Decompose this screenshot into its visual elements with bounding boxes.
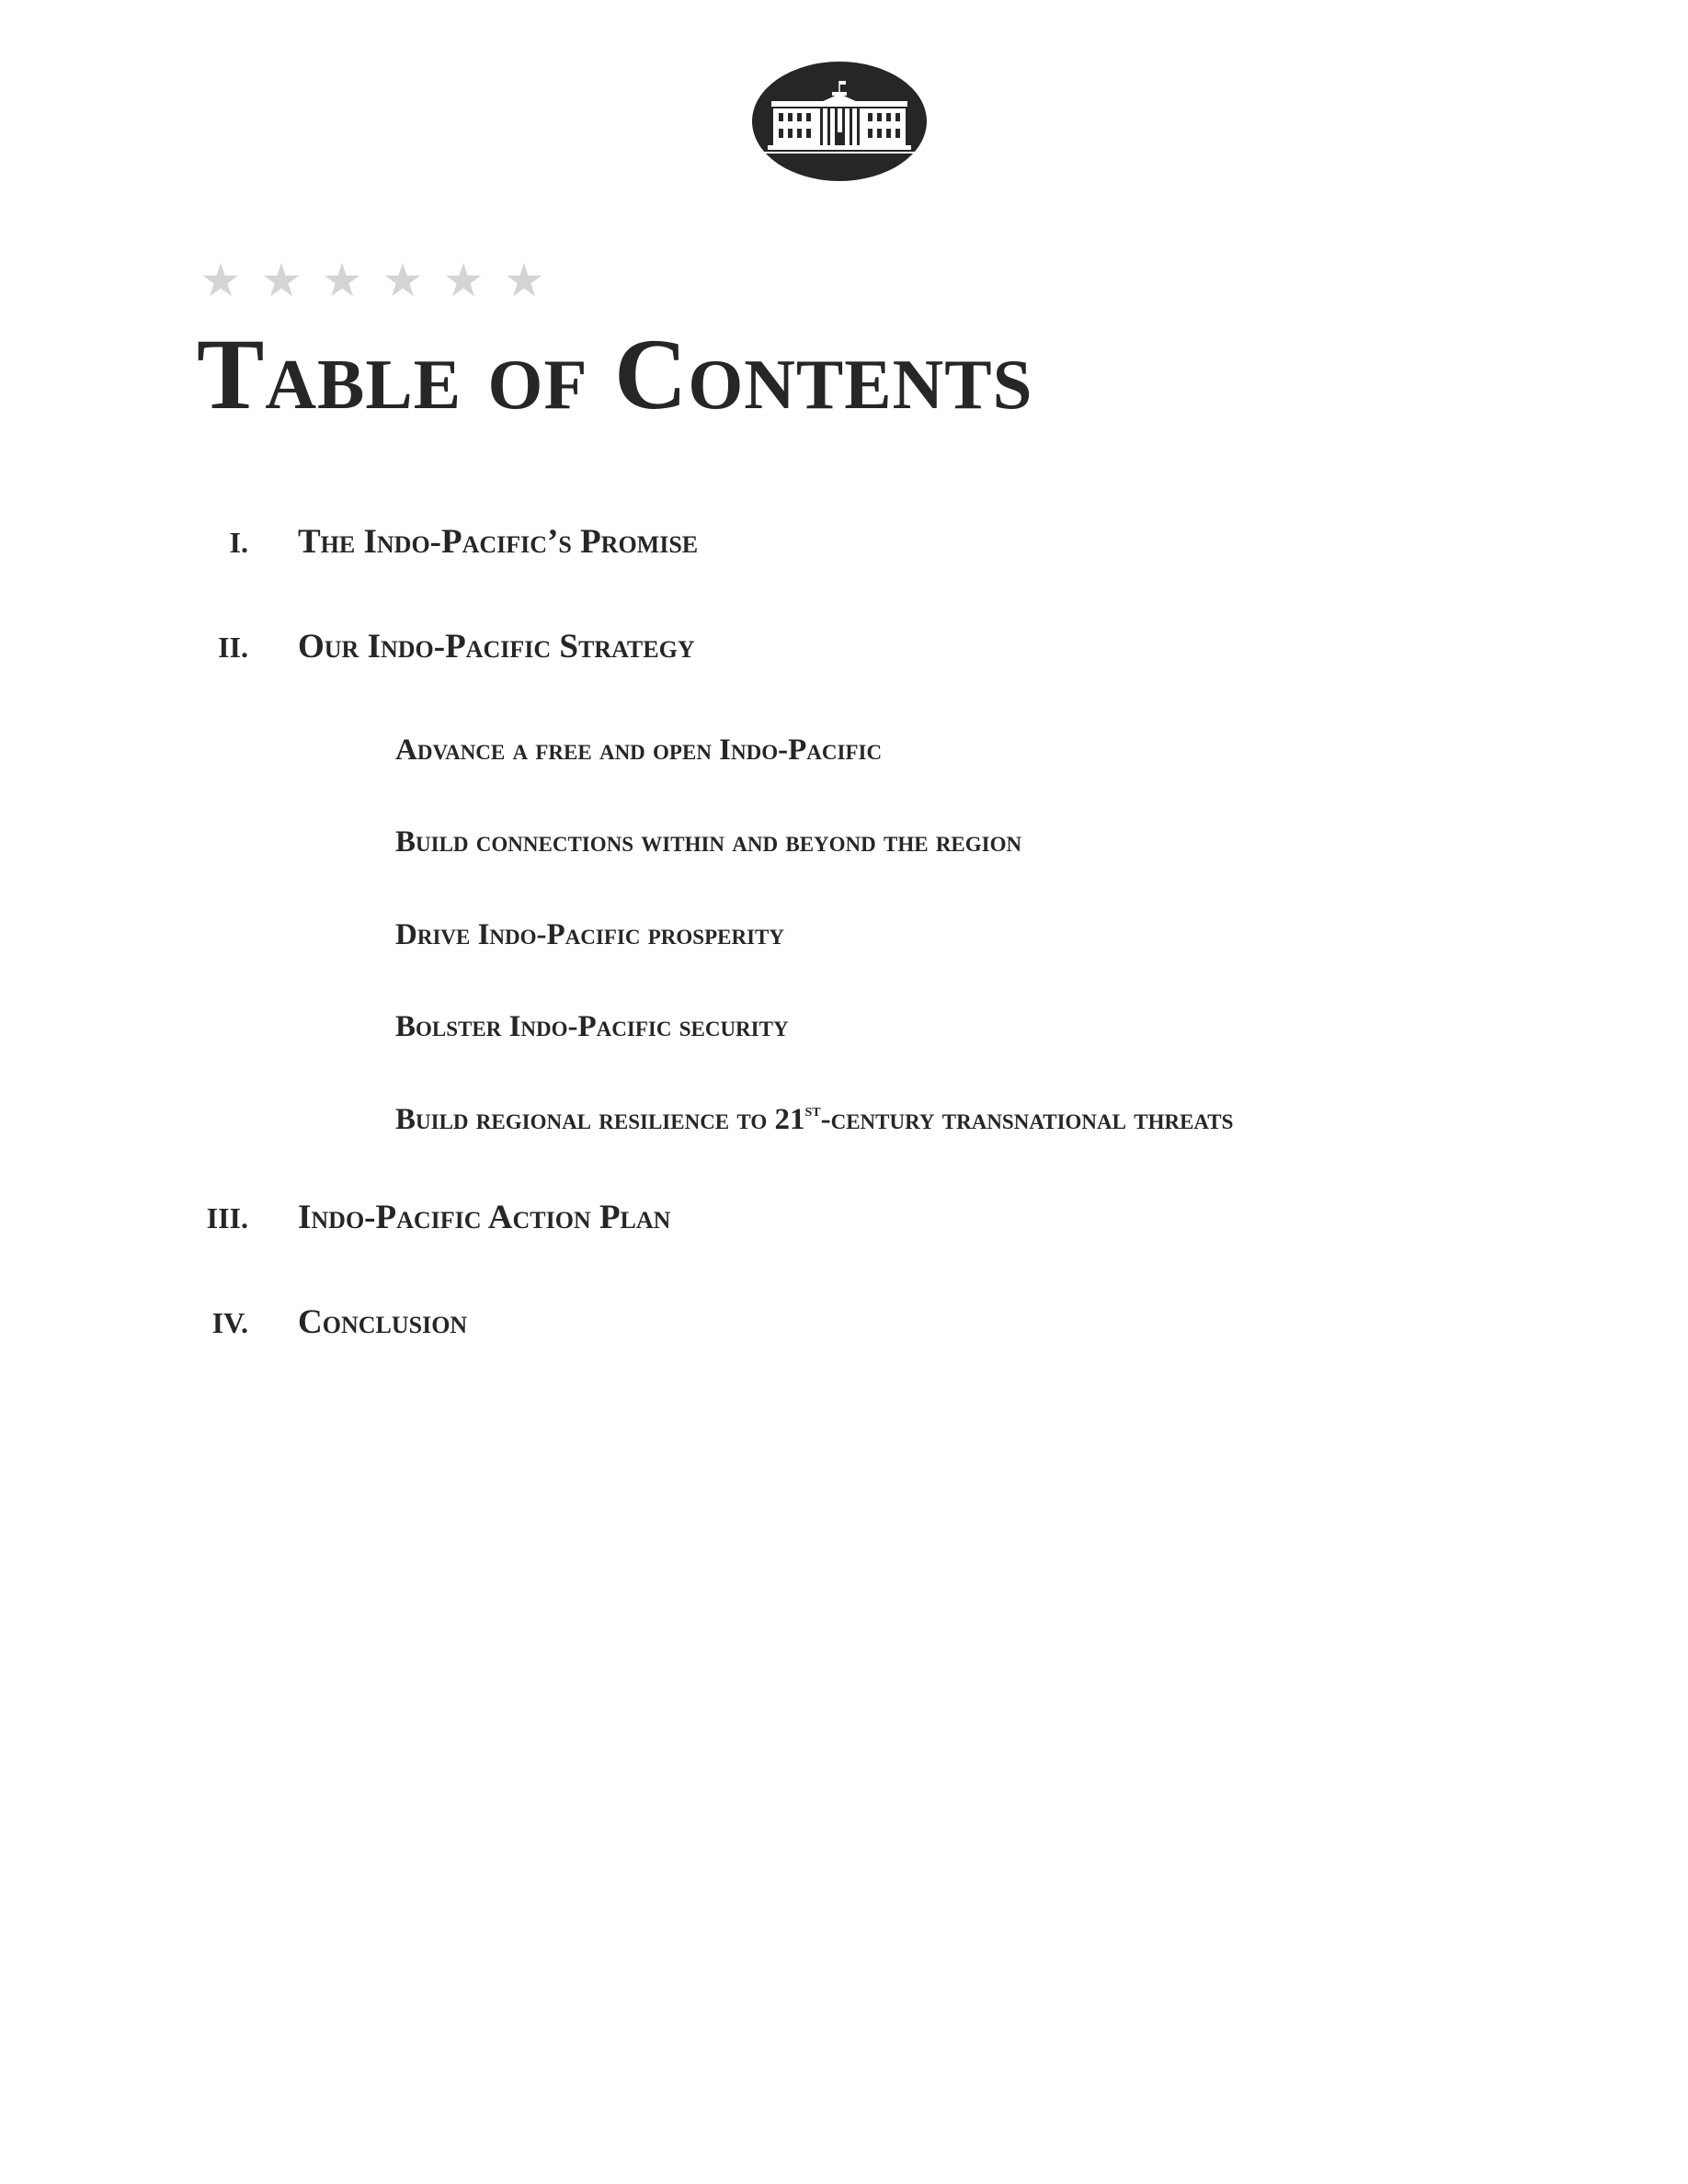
toc-entry-label: The Indo-Pacific’s Promise — [298, 523, 699, 561]
toc-numeral: I. — [229, 526, 248, 559]
toc-entry-promise[interactable] — [184, 522, 698, 563]
toc-subentry-resilience[interactable] — [395, 1101, 1233, 1138]
toc-entry-label: Conclusion — [298, 1303, 468, 1341]
toc-entry-action-plan[interactable] — [184, 1198, 670, 1238]
toc-subentry-security[interactable] — [395, 1008, 789, 1045]
star-icon: ★ — [442, 254, 485, 307]
toc-subentry-superscript: st — [804, 1100, 821, 1120]
toc-subentry-prosperity[interactable] — [395, 916, 784, 953]
toc-subentry-free-open[interactable] — [395, 732, 882, 768]
toc-entry-strategy[interactable] — [184, 627, 695, 667]
star-icon: ★ — [382, 254, 424, 307]
toc-subentry-label: Build connections within and beyond the region — [395, 825, 1022, 859]
toc-numeral: III. — [206, 1201, 248, 1234]
page-title: Table of Contents — [197, 318, 1033, 430]
white-house-seal-icon — [751, 61, 928, 182]
star-icon: ★ — [260, 254, 302, 307]
toc-subentry-label: Drive Indo-Pacific prosperity — [395, 918, 784, 951]
toc-subentry-connections[interactable] — [395, 824, 1021, 860]
toc-entry-label: Our Indo-Pacific Strategy — [298, 628, 695, 665]
toc-subentry-label: Bolster Indo-Pacific security — [395, 1010, 789, 1043]
toc-entry-conclusion[interactable] — [184, 1302, 467, 1343]
toc-subentry-label-after: -century transnational threats — [820, 1103, 1234, 1136]
toc-numeral: II. — [218, 631, 248, 664]
toc-subentry-label: Advance a free and open Indo-Pacific — [395, 734, 883, 767]
star-rating-decoration — [199, 254, 546, 307]
star-icon: ★ — [200, 254, 242, 307]
star-icon: ★ — [503, 254, 545, 307]
toc-subentry-label-before: Build regional resilience to 21 — [395, 1103, 805, 1136]
toc-entry-label: Indo-Pacific Action Plan — [298, 1199, 671, 1236]
star-icon: ★ — [321, 254, 363, 307]
toc-numeral: IV. — [211, 1306, 248, 1339]
